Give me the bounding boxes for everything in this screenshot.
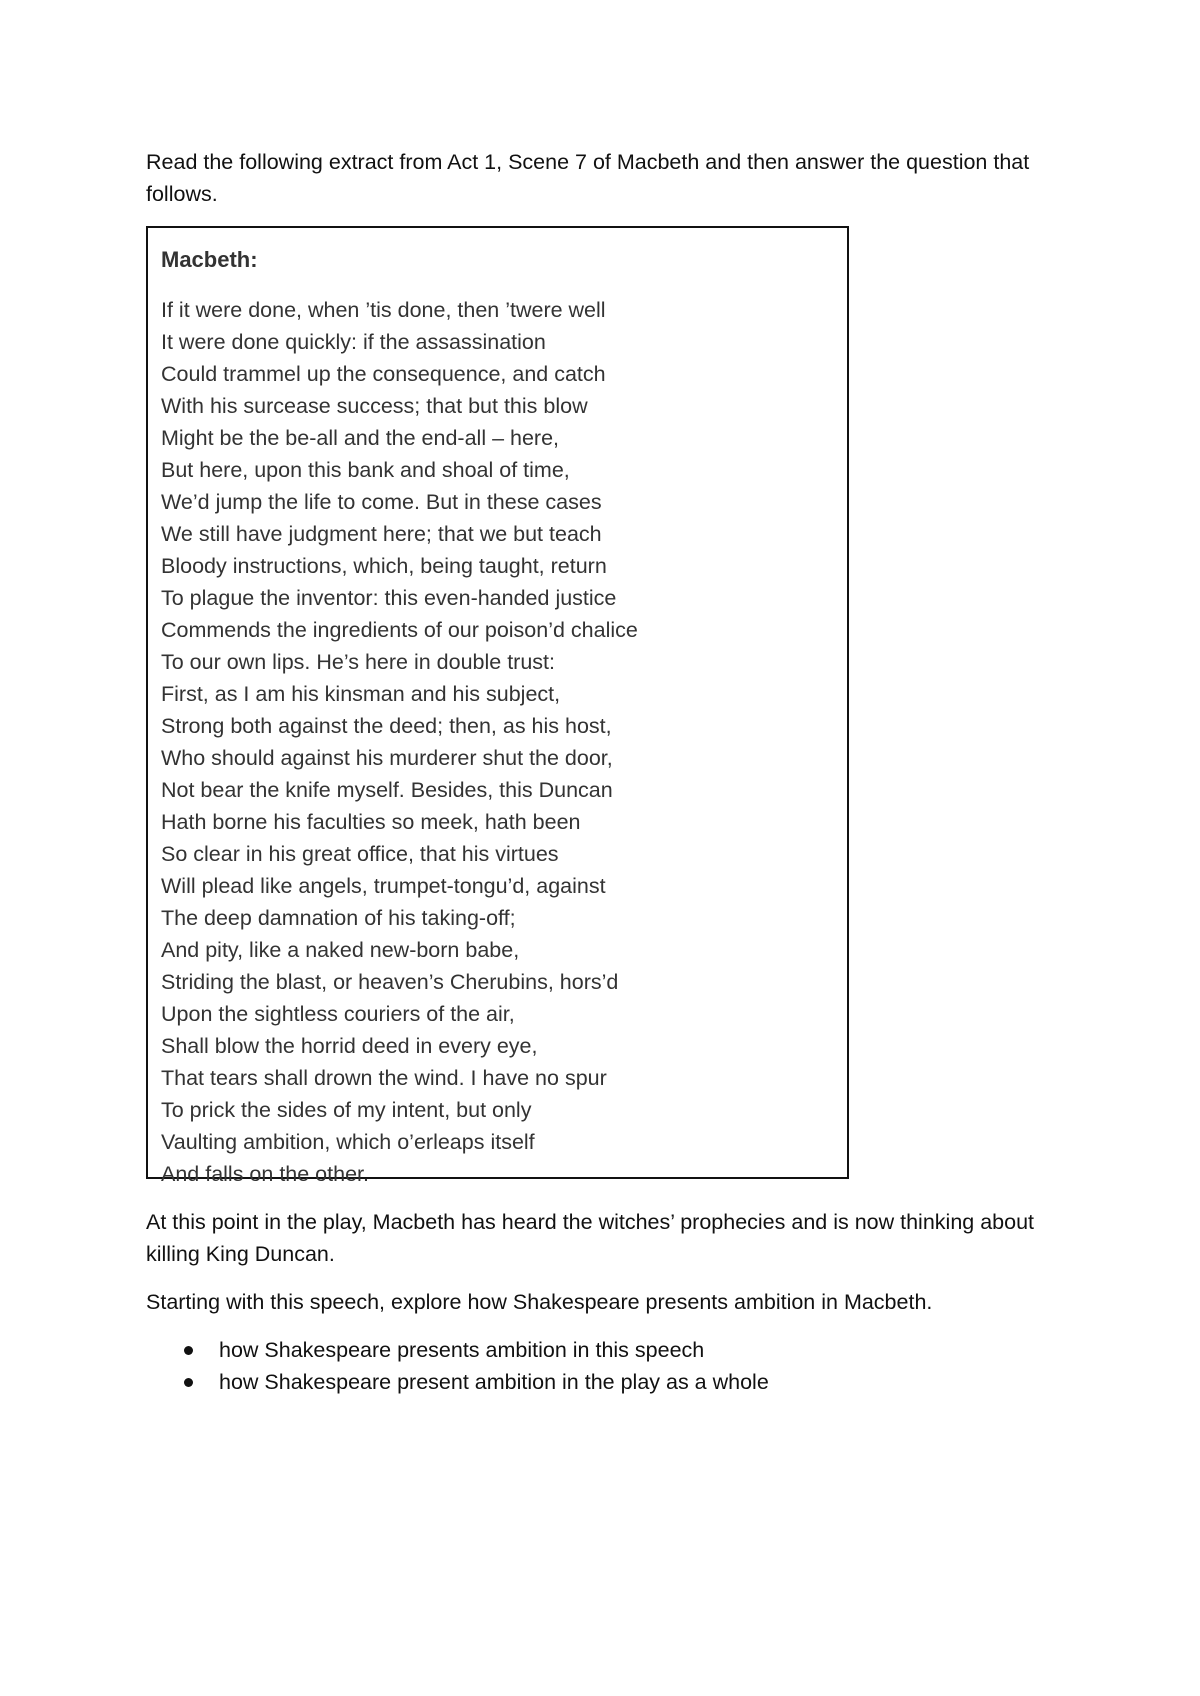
speech-line: Shall blow the horrid deed in every eye, xyxy=(161,1034,538,1058)
speech-line: That tears shall drown the wind. I have no spur xyxy=(161,1066,607,1090)
speech-line: We still have judgment here; that we but teach xyxy=(161,522,602,546)
speech-line: Hath borne his faculties so meek, hath been xyxy=(161,810,581,834)
speech-line: Commends the ingredients of our poison’d chalice xyxy=(161,618,638,642)
task-paragraph: Starting with this speech, explore how Shakespeare presents ambition in Macbeth. xyxy=(146,1290,933,1314)
speech-line: Might be the be-all and the end-all – here, xyxy=(161,426,560,450)
speech-line: The deep damnation of his taking-off; xyxy=(161,906,516,930)
speech-line: Strong both against the deed; then, as his host, xyxy=(161,714,612,738)
speech-line: With his surcease success; that but this blow xyxy=(161,394,588,418)
bullet-item xyxy=(146,1334,1046,1366)
bullet-dot-icon xyxy=(184,1378,193,1387)
speech-lines xyxy=(161,294,847,1190)
speaker-name: Macbeth: xyxy=(161,247,258,272)
context-paragraph: At this point in the play, Macbeth has heard the witches’ prophecies and is now thinking about killing King Duncan. xyxy=(146,1210,1035,1266)
speech-line: Bloody instructions, which, being taught, return xyxy=(161,554,607,578)
speech-line: Could trammel up the consequence, and catch xyxy=(161,362,606,386)
extract-box xyxy=(146,226,849,1186)
speech-line: To plague the inventor: this even-handed justice xyxy=(161,586,617,610)
speech-line: Upon the sightless couriers of the air, xyxy=(161,1002,515,1026)
task-bullet-list xyxy=(146,1334,1046,1398)
bullet-item xyxy=(146,1366,1046,1398)
speech-line: But here, upon this bank and shoal of time, xyxy=(161,458,570,482)
bullet-dot-icon xyxy=(184,1346,193,1355)
speech-line: Striding the blast, or heaven’s Cherubins, hors’d xyxy=(161,970,619,994)
speech-line: Vaulting ambition, which o’erleaps itself xyxy=(161,1130,535,1154)
speech-line: Who should against his murderer shut the door, xyxy=(161,746,613,770)
speech-line: And pity, like a naked new-born babe, xyxy=(161,938,520,962)
speech-line: To prick the sides of my intent, but only xyxy=(161,1098,532,1122)
speech-line: We’d jump the life to come. But in these cases xyxy=(161,490,602,514)
intro-instruction: Read the following extract from Act 1, Scene 7 of Macbeth and then answer the question that follows. xyxy=(146,150,1030,206)
bullet-text: how Shakespeare present ambition in the play as a whole xyxy=(219,1370,769,1394)
speech-line: To our own lips. He’s here in double trust: xyxy=(161,650,555,674)
speech-line: And falls on the other. xyxy=(161,1162,369,1186)
speech-line: Will plead like angels, trumpet-tongu’d, against xyxy=(161,874,606,898)
speech-line: So clear in his great office, that his virtues xyxy=(161,842,559,866)
speech-line: Not bear the knife myself. Besides, this Duncan xyxy=(161,778,613,802)
bullet-text: how Shakespeare presents ambition in this speech xyxy=(219,1338,705,1362)
speech-line: It were done quickly: if the assassination xyxy=(161,330,546,354)
speech-line: If it were done, when ’tis done, then ’twere well xyxy=(161,298,606,322)
speech-line: First, as I am his kinsman and his subject, xyxy=(161,682,561,706)
